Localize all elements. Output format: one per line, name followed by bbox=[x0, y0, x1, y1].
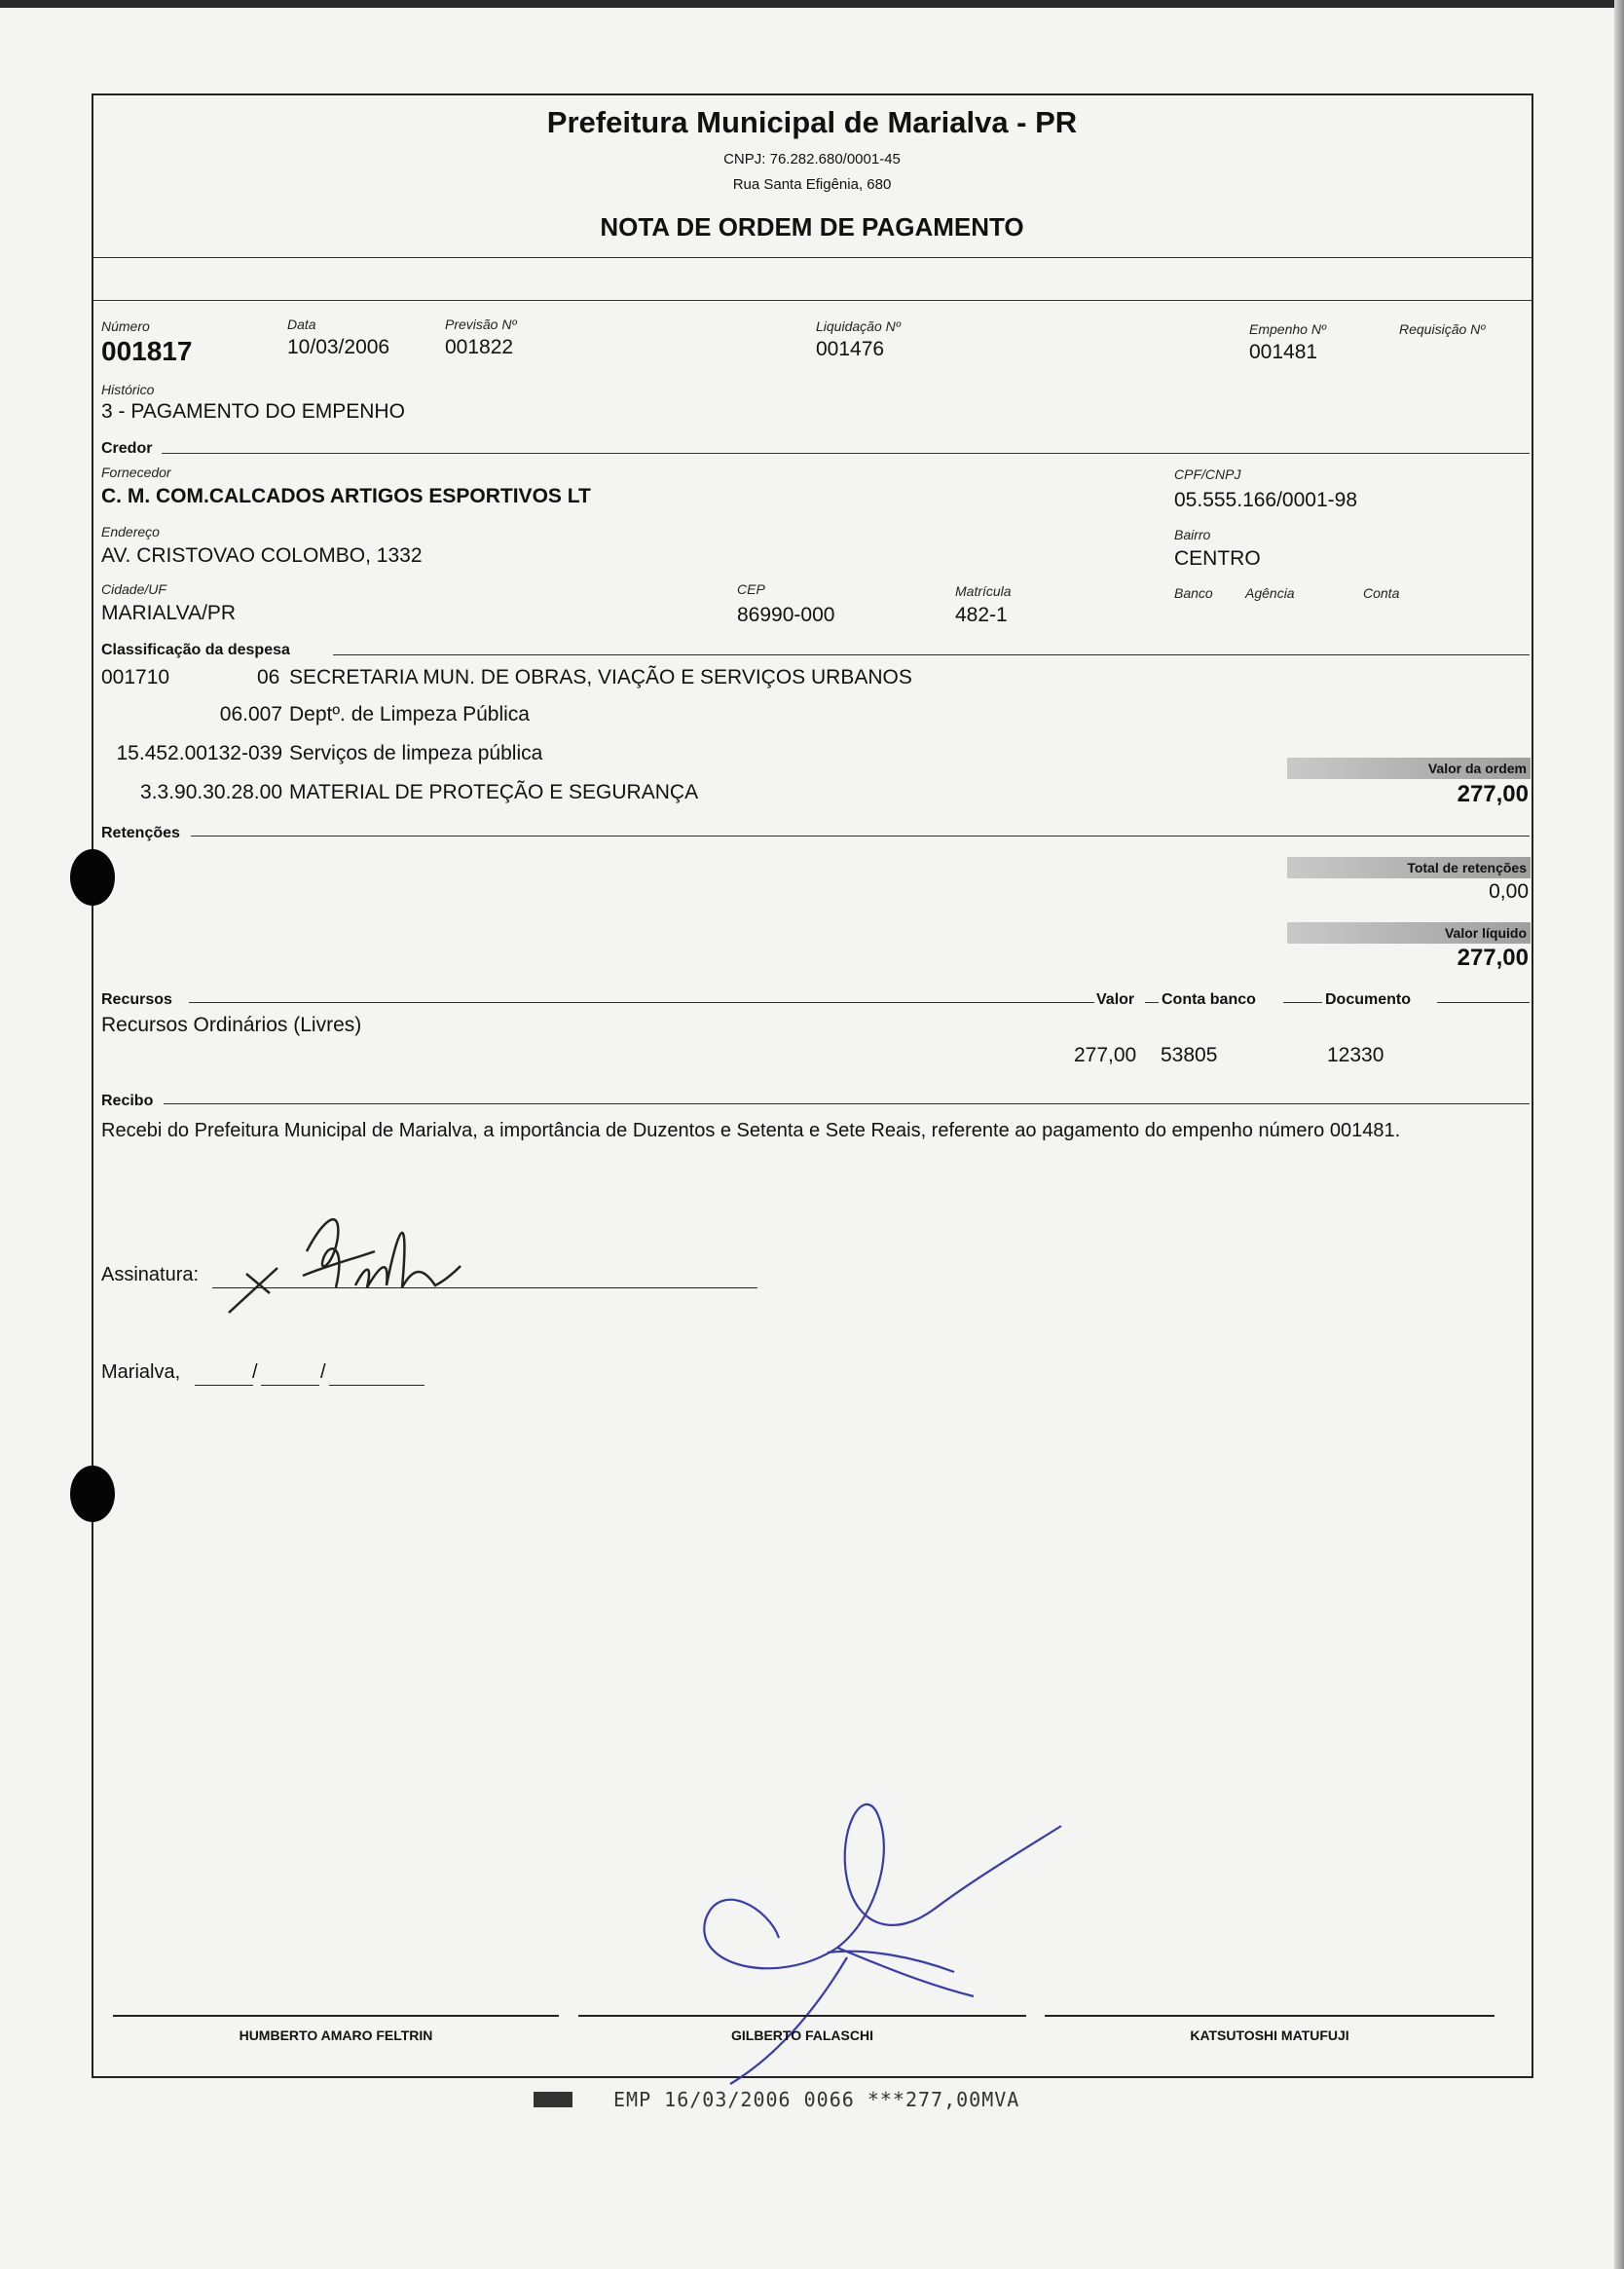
header-divider-2 bbox=[93, 300, 1532, 301]
numero-value: 001817 bbox=[101, 336, 193, 366]
retencoes-section: Retenções bbox=[101, 825, 180, 841]
historico-label: Histórico bbox=[101, 382, 155, 397]
class-line-3-desc: Serviços de limpeza pública bbox=[289, 742, 543, 764]
municipality-title: Prefeitura Municipal de Marialva - PR bbox=[546, 105, 1078, 139]
empenho-label: Empenho Nº bbox=[1249, 321, 1327, 337]
cpf-value: 05.555.166/0001-98 bbox=[1174, 489, 1358, 511]
valor-liquido-value: 277,00 bbox=[1457, 945, 1529, 971]
matricula-label: Matrícula bbox=[955, 583, 1012, 599]
recibo-section: Recibo bbox=[101, 1093, 154, 1109]
recursos-divider-2 bbox=[1145, 1002, 1159, 1003]
document-frame bbox=[92, 93, 1533, 2078]
classificacao-divider bbox=[333, 654, 1530, 655]
class-line-4-desc: MATERIAL DE PROTEÇÃO E SEGURANÇA bbox=[289, 781, 699, 803]
class-line-4-code: 3.3.90.30.28.00 bbox=[140, 781, 282, 803]
recursos-divider-3 bbox=[1283, 1002, 1322, 1003]
date-month-line bbox=[261, 1385, 319, 1386]
date-slash-2: / bbox=[320, 1361, 326, 1383]
scan-edge-top bbox=[0, 0, 1624, 8]
document-title: NOTA DE ORDEM DE PAGAMENTO bbox=[600, 212, 1024, 242]
signatory-1: HUMBERTO AMARO FELTRIN bbox=[239, 2027, 433, 2043]
fornecedor-label: Fornecedor bbox=[101, 465, 171, 480]
valor-liquido-box bbox=[1287, 922, 1531, 944]
numero-label: Número bbox=[101, 318, 150, 334]
valor-ordem-value: 277,00 bbox=[1457, 781, 1529, 807]
recursos-section: Recursos bbox=[101, 991, 172, 1008]
cep-value: 86990-000 bbox=[737, 604, 835, 626]
recursos-valor-label: Valor bbox=[1096, 991, 1135, 1008]
empenho-value: 001481 bbox=[1249, 341, 1318, 363]
banco-label: Banco bbox=[1174, 585, 1213, 601]
class-line-2-desc: Deptº. de Limpeza Pública bbox=[289, 703, 530, 725]
cidade-label: Cidade/UF bbox=[101, 581, 166, 597]
class-line-3-code: 15.452.00132-039 bbox=[116, 742, 282, 764]
conta-label: Conta bbox=[1363, 585, 1400, 601]
receiver-signature bbox=[209, 1198, 472, 1324]
recibo-text: Recebi do Prefeitura Municipal de Marialva, a importância de Duzentos e Setenta e Sete Reais, referente ao pagamento do empenho número 001481. bbox=[101, 1120, 1401, 1141]
total-retencoes-box bbox=[1287, 857, 1531, 878]
classificacao-section: Classificação da despesa bbox=[101, 642, 290, 658]
liquidacao-label: Liquidação Nº bbox=[816, 318, 901, 334]
recursos-documento-label: Documento bbox=[1325, 991, 1411, 1008]
official-signature bbox=[643, 1792, 1081, 2103]
endereco-label: Endereço bbox=[101, 524, 160, 539]
payment-stamp: EMP 16/03/2006 0066 ***277,00MVA bbox=[613, 2088, 1020, 2111]
cidade-value: MARIALVA/PR bbox=[101, 602, 237, 624]
valor-liquido-label: Valor líquido bbox=[1444, 925, 1527, 941]
recursos-divider-4 bbox=[1437, 1002, 1530, 1003]
fornecedor-value: C. M. COM.CALCADOS ARTIGOS ESPORTIVOS LT bbox=[101, 485, 591, 507]
class-line-2-code: 06.007 bbox=[219, 703, 282, 725]
total-retencoes-label: Total de retenções bbox=[1407, 860, 1527, 875]
date-slash-1: / bbox=[252, 1361, 258, 1383]
credor-divider bbox=[162, 453, 1530, 454]
recursos-divider bbox=[189, 1002, 1094, 1003]
bairro-value: CENTRO bbox=[1174, 547, 1261, 570]
class-line-1-desc: SECRETARIA MUN. DE OBRAS, VIAÇÃO E SERVIÇOS URBANOS bbox=[289, 666, 912, 688]
signatory-line-3 bbox=[1045, 2015, 1495, 2017]
address-line: Rua Santa Efigênia, 680 bbox=[732, 176, 892, 193]
bairro-label: Bairro bbox=[1174, 527, 1211, 542]
agencia-label: Agência bbox=[1245, 585, 1295, 601]
recursos-fonte: Recursos Ordinários (Livres) bbox=[101, 1014, 362, 1036]
previsao-value: 001822 bbox=[445, 336, 514, 358]
recursos-conta: 53805 bbox=[1161, 1044, 1218, 1066]
valor-ordem-label: Valor da ordem bbox=[1427, 761, 1527, 776]
punch-hole-bottom bbox=[70, 1466, 115, 1522]
signatory-line-1 bbox=[113, 2015, 559, 2017]
cnpj-line: CNPJ: 76.282.680/0001-45 bbox=[723, 151, 901, 167]
cep-label: CEP bbox=[737, 581, 765, 597]
scan-edge-right bbox=[1614, 0, 1624, 2269]
historico-value: 3 - PAGAMENTO DO EMPENHO bbox=[101, 400, 405, 423]
local-label: Marialva, bbox=[101, 1361, 181, 1383]
stamp-logo-mark bbox=[534, 2092, 572, 2107]
cpf-label: CPF/CNPJ bbox=[1174, 466, 1241, 482]
total-retencoes-value: 0,00 bbox=[1489, 880, 1529, 903]
signatory-line-2 bbox=[578, 2015, 1026, 2017]
data-value: 10/03/2006 bbox=[287, 336, 390, 358]
matricula-value: 482-1 bbox=[955, 604, 1008, 626]
punch-hole-top bbox=[70, 849, 115, 906]
valor-ordem-box bbox=[1287, 758, 1531, 779]
assinatura-label: Assinatura: bbox=[101, 1264, 200, 1285]
signatory-3: KATSUTOSHI MATUFUJI bbox=[1190, 2027, 1349, 2043]
date-day-line bbox=[195, 1385, 253, 1386]
requisicao-label: Requisição Nº bbox=[1399, 321, 1486, 337]
signatory-2: GILBERTO FALASCHI bbox=[731, 2027, 873, 2043]
class-line-1-code: 06 bbox=[257, 666, 280, 688]
recibo-divider bbox=[164, 1103, 1530, 1104]
retencoes-divider bbox=[191, 836, 1530, 837]
liquidacao-value: 001476 bbox=[816, 338, 885, 360]
previsao-label: Previsão Nº bbox=[445, 316, 517, 332]
data-label: Data bbox=[287, 316, 316, 332]
date-year-line bbox=[329, 1385, 424, 1386]
classificacao-code: 001710 bbox=[101, 666, 170, 688]
recursos-documento: 12330 bbox=[1327, 1044, 1384, 1066]
credor-section: Credor bbox=[101, 440, 153, 457]
header-divider bbox=[93, 257, 1532, 258]
endereco-value: AV. CRISTOVAO COLOMBO, 1332 bbox=[101, 544, 423, 567]
recursos-valor: 277,00 bbox=[1074, 1044, 1137, 1066]
recursos-conta-label: Conta banco bbox=[1162, 991, 1256, 1008]
